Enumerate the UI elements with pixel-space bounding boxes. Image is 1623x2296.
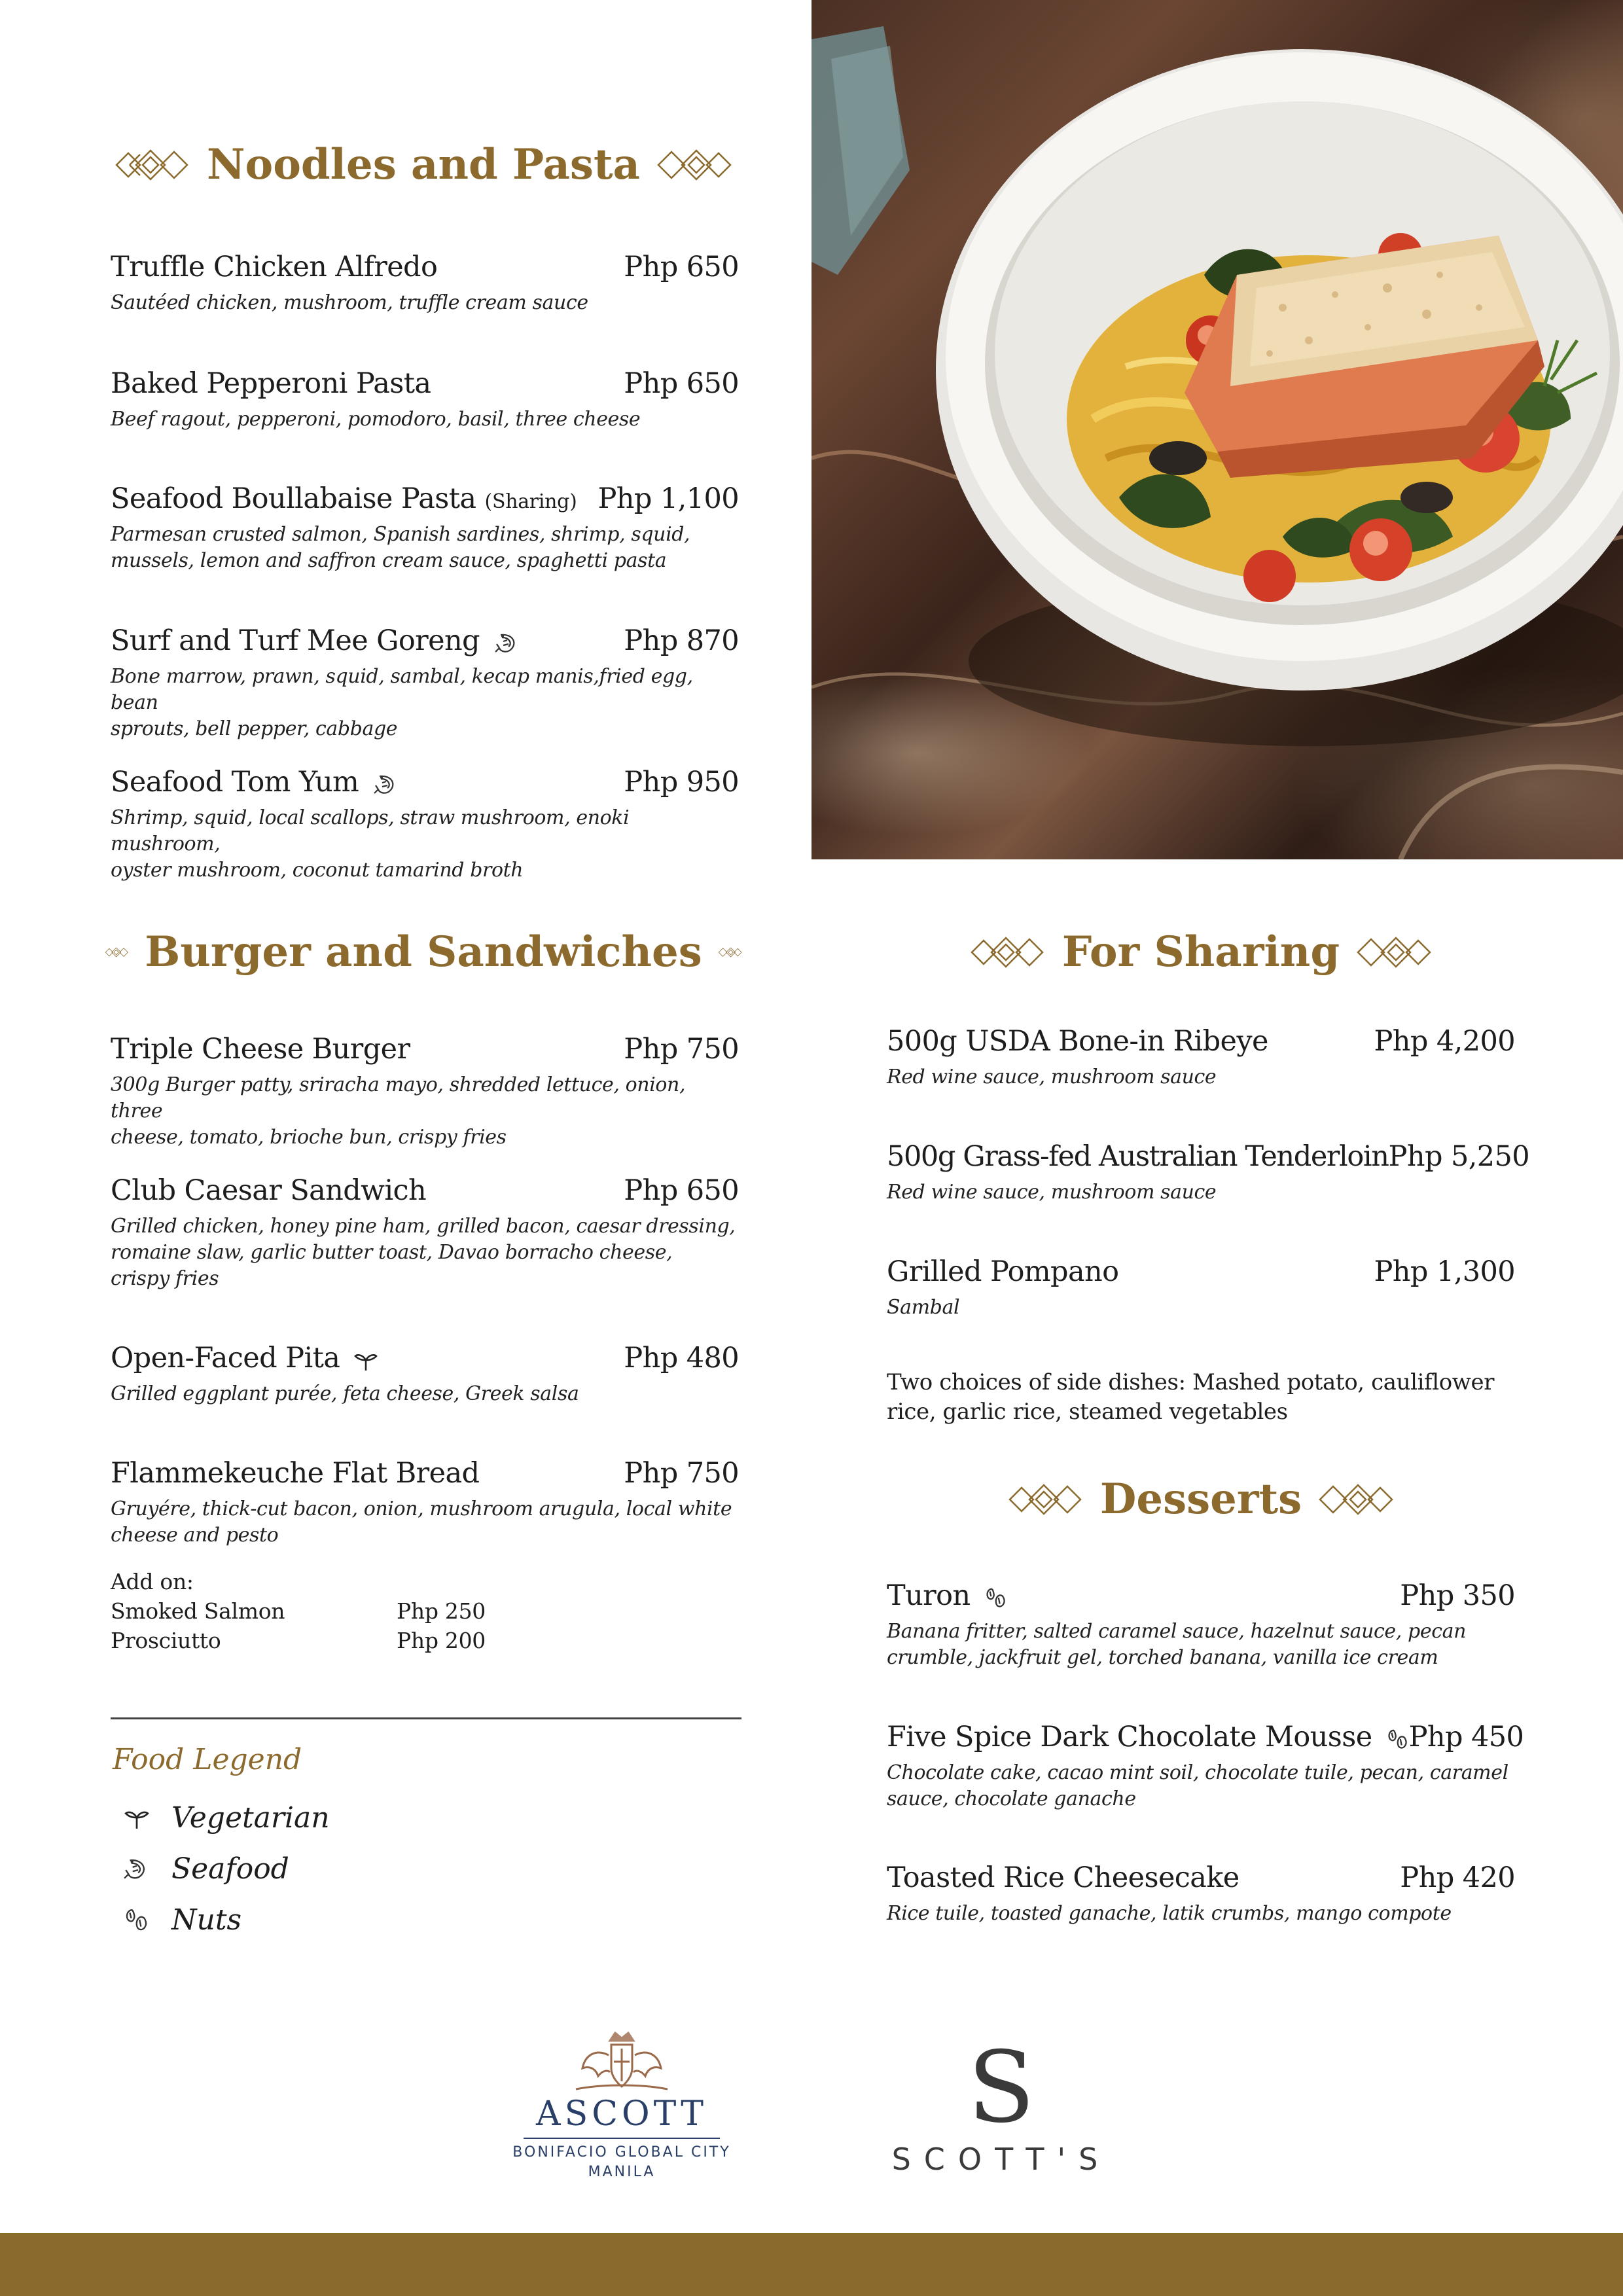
sharing-heading [887,926,1515,978]
item-description: Grilled chicken, honey pine ham, grilled bacon, caesar dressing, [111,1215,736,1238]
addon-price: Php 200 [397,1628,486,1653]
item-description: Red wine sauce, mushroom sauce [887,1066,1217,1088]
ornament-icon [656,147,733,183]
item-price: Php 870 [624,624,739,657]
item-name: Flammekeuche Flat Bread [111,1457,480,1490]
addon-row [111,1626,569,1655]
item-description: Red wine sauce, mushroom sauce [887,1181,1217,1204]
menu-item [111,1457,739,1549]
menu-item [111,766,739,884]
item-description: crispy fries [111,1267,219,1290]
item-price: Php 650 [624,1174,739,1207]
menu-item [111,251,739,316]
menu-item [111,1033,739,1151]
item-price: Php 1,300 [1374,1255,1515,1288]
food-photo [812,0,1623,859]
legend-item [118,1792,510,1843]
sharing-title: For Sharing [1061,927,1340,977]
nuts-icon [1387,1728,1409,1750]
item-name: Surf and Turf Mee Goreng [111,624,480,657]
menu-item [887,1025,1515,1090]
legend-label: Seafood [171,1852,289,1886]
ascott-location: BONIFACIO GLOBAL CITY [512,2144,731,2161]
item-description: Shrimp, squid, local scallops, straw mushroom, enoki mushroom, [111,806,630,855]
noodles-title: Noodles and Pasta [207,140,640,189]
legend-item [118,1894,510,1945]
item-name: Truffle Chicken Alfredo [111,251,438,283]
item-description: sauce, chocolate ganache [887,1787,1136,1810]
addon-price: Php 250 [397,1598,486,1624]
vegetarian-icon [118,1805,156,1830]
noodles-heading [105,139,742,191]
item-tag: (Sharing) [484,490,577,513]
item-price: Php 650 [624,367,739,400]
item-description: romaine slaw, garlic butter toast, Davao borracho cheese, [111,1241,673,1264]
ornament-icon [1007,1481,1084,1518]
addon-row [111,1596,569,1626]
nuts-icon [985,1587,1007,1609]
menu-item [111,482,739,574]
burgers-title: Burger and Sandwiches [145,927,702,977]
item-price: Php 750 [624,1033,739,1066]
menu-item [887,1721,1524,1812]
ornament-icon [969,934,1046,971]
item-price: Php 5,250 [1388,1140,1530,1173]
note-line: Two choices of side dishes: Mashed potato, cauliflower [887,1369,1495,1395]
item-description: cheese, tomato, brioche bun, crispy fries [111,1126,507,1149]
menu-item [887,1255,1515,1321]
vegetarian-icon [354,1348,378,1372]
item-description: Beef ragout, pepperoni, pomodoro, basil, three cheese [111,408,641,431]
scotts-logo [877,2031,1126,2177]
menu-item [887,1579,1515,1671]
ornament-icon [105,934,129,971]
item-price: Php 950 [624,766,739,798]
item-description: Bone marrow, prawn, squid, sambal, kecap manis,fried egg, bean [111,665,693,714]
item-description: crumble, jackfruit gel, torched banana, vanilla ice cream [887,1646,1438,1669]
menu-item [111,1174,739,1292]
scotts-wordmark: SCOTT'S [891,2142,1111,2177]
menu-item [887,1861,1515,1927]
menu-item [111,624,739,742]
seafood-icon [373,771,399,797]
scotts-monogram: S [967,2031,1035,2145]
item-description: oyster mushroom, coconut tamarind broth [111,859,524,882]
item-description: 300g Burger patty, sriracha mayo, shredded lettuce, onion, three [111,1073,686,1122]
ornament-icon [114,147,191,183]
item-description: Parmesan crusted salmon, Spanish sardines, shrimp, squid, [111,523,690,546]
ornament-icon [718,934,742,971]
salmon-pasta-illustration [812,0,1623,859]
item-description: sprouts, bell pepper, cabbage [111,717,398,740]
menu-item [111,367,739,433]
item-name: Club Caesar Sandwich [111,1174,427,1207]
item-description: Sambal [887,1296,960,1319]
item-price: Php 1,100 [597,482,739,515]
footer-bar [0,2233,1623,2296]
desserts-heading [887,1473,1515,1526]
legend-label: Nuts [171,1903,242,1937]
burgers-heading [105,926,742,978]
addon-block [111,1567,569,1655]
item-description: Banana fritter, salted caramel sauce, hazelnut sauce, pecan [887,1620,1466,1643]
item-name: 500g USDA Bone-in Ribeye [887,1025,1268,1058]
item-name: Grilled Pompano [887,1255,1119,1288]
crest-icon [497,2029,746,2094]
ascott-wordmark: ASCOTT [536,2094,707,2134]
item-name: 500g Grass-fed Australian Tenderloin [887,1140,1389,1173]
item-description: Rice tuile, toasted ganache, latik crumbs, mango compote [887,1902,1452,1925]
menu-item [111,1342,739,1407]
seafood-icon [118,1855,156,1882]
item-description: mussels, lemon and saffron cream sauce, spaghetti pasta [111,549,667,572]
ascott-city: MANILA [588,2164,656,2180]
item-name: Seafood Boullabaise Pasta [111,482,476,515]
item-name: Open-Faced Pita [111,1342,340,1374]
seafood-icon [494,630,520,656]
nuts-icon [118,1907,156,1932]
item-price: Php 420 [1400,1861,1515,1894]
item-name: Toasted Rice Cheesecake [887,1861,1240,1894]
item-price: Php 650 [624,251,739,283]
legend-item [118,1843,510,1894]
item-price: Php 750 [624,1457,739,1490]
ornament-icon [1355,934,1433,971]
logo-divider [524,2138,720,2139]
addon-name: Smoked Salmon [111,1598,285,1624]
item-name: Five Spice Dark Chocolate Mousse [887,1721,1372,1753]
desserts-title: Desserts [1099,1475,1302,1524]
item-name: Triple Cheese Burger [111,1033,410,1066]
ornament-icon [1317,1481,1395,1518]
addon-name: Prosciutto [111,1628,221,1653]
item-description: Gruyére, thick-cut bacon, onion, mushroom arugula, local white [111,1498,732,1520]
legend-title: Food Legend [113,1743,302,1776]
item-name: Baked Pepperoni Pasta [111,367,431,400]
item-description: Sautéed chicken, mushroom, truffle cream sauce [111,291,588,314]
item-name: Turon [887,1579,971,1612]
item-description: Chocolate cake, cacao mint soil, chocolate tuile, pecan, caramel [887,1761,1508,1784]
ascott-logo [497,2029,746,2182]
item-name: Seafood Tom Yum [111,766,359,798]
item-price: Php 450 [1408,1721,1524,1753]
item-description: cheese and pesto [111,1524,279,1547]
addon-label: Add on: [111,1569,194,1594]
item-price: Php 480 [624,1342,739,1374]
item-price: Php 350 [1400,1579,1515,1612]
food-legend [118,1792,510,1945]
note-line: rice, garlic rice, steamed vegetables [887,1399,1288,1425]
item-description: Grilled eggplant purée, feta cheese, Greek salsa [111,1382,579,1405]
side-dish-note [887,1368,1515,1427]
section-divider [111,1717,741,1719]
item-price: Php 4,200 [1374,1025,1515,1058]
legend-label: Vegetarian [171,1801,330,1835]
menu-item [887,1140,1530,1206]
